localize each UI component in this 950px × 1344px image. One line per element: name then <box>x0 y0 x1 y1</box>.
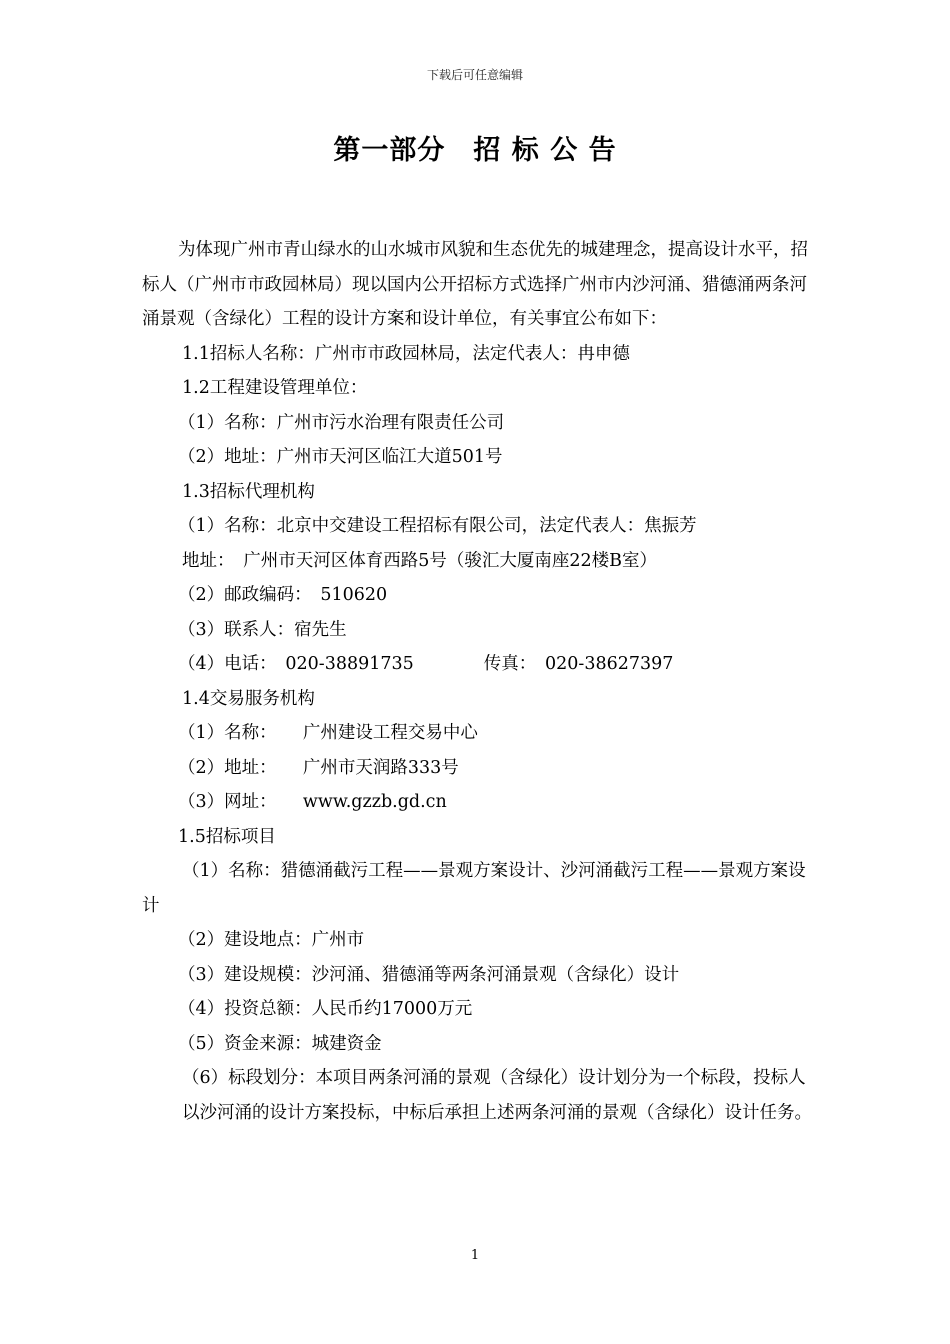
line-1-4-address: （2）地址： 广州市天润路333号 <box>178 757 459 778</box>
project-investment: （4）投资总额：人民币约17000万元 <box>178 999 473 1019</box>
line-1-4-name: （1）名称： 广州建设工程交易中心 <box>178 723 478 743</box>
line-1-2-address: （2）地址：广州市天河区临江大道501号 <box>178 447 503 467</box>
line-1-3-contact: （3）联系人：宿先生 <box>178 619 347 640</box>
line-1-5: 1.5招标项目 <box>178 826 276 847</box>
line-1-2-name: （1）名称：广州市污水治理有限责任公司 <box>178 412 505 433</box>
page-number: 1 <box>470 1248 480 1263</box>
line-1-3: 1.3招标代理机构 <box>182 481 315 502</box>
line-1-3-name: （1）名称：北京中交建设工程招标有限公司，法定代表人：焦振芳 <box>178 516 697 536</box>
line-1-4: 1.4交易服务机构 <box>182 688 315 709</box>
document-body <box>142 233 812 1131</box>
line-1-3-address: 地址： 广州市天河区体育西路5号（骏汇大厦南座22楼B室） <box>182 550 658 571</box>
section-division-paragraph: （6）标段划分：本项目两条河涌的景观（含绿化）设计划分为一个标段，投标人以沙河涌的设计方案投标，中标后承担上述两条河涌的景观（含绿化）设计任务。 <box>182 1068 812 1123</box>
page-title: 第一部分 招 标 公 告 <box>333 135 617 166</box>
line-1-2: 1.2工程建设管理单位： <box>182 378 368 398</box>
intro-paragraph: 为体现广州市青山绿水的山水城市风貌和生态优先的城建理念，提高设计水平，招标人（广州市市政园林局）现以国内公开招标方式选择广州市内沙河涌、猎德涌两条河涌景观（含绿化）工程的设计方案和设计单位，有关事宜公布如下： <box>142 240 808 329</box>
line-1-1: 1.1招标人名称：广州市市政园林局，法定代表人：冉申德 <box>182 343 630 364</box>
line-1-3-postcode: （2）邮政编码： 510620 <box>178 585 388 605</box>
project-name-paragraph: （1）名称：猎德涌截污工程——景观方案设计、沙河涌截污工程——景观方案设计 <box>142 861 806 916</box>
project-funding: （5）资金来源：城建资金 <box>178 1033 382 1054</box>
line-1-4-website: （3）网址： www.gzzb.gd.cn <box>178 792 447 812</box>
header-note: 下载后可任意编辑 <box>426 68 523 82</box>
project-scale: （3）建设规模：沙河涌、猎德涌等两条河涌景观（含绿化）设计 <box>178 964 680 985</box>
project-location: （2）建设地点：广州市 <box>178 930 365 950</box>
line-1-3-phone: （4）电话： 020-38891735 传真： 020-38627397 <box>178 654 674 674</box>
